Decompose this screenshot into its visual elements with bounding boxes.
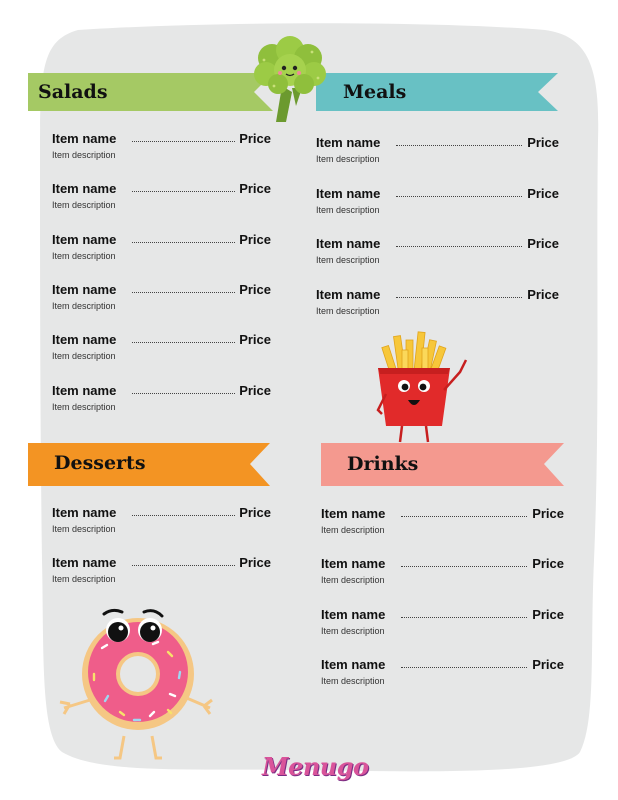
dot-leader (132, 191, 235, 192)
item-price: Price (532, 656, 564, 672)
item-row (321, 506, 564, 522)
desserts-banner (28, 443, 270, 481)
item-price: Price (527, 185, 559, 201)
item-price: Price (239, 382, 271, 398)
dot-leader (132, 141, 235, 142)
item-price: Price (532, 606, 564, 622)
salads-item (52, 332, 271, 364)
item-row (52, 332, 271, 348)
item-name: Item name (316, 287, 381, 303)
item-name: Item name (316, 135, 381, 150)
fries-icon (372, 330, 476, 445)
item-price: Price (239, 505, 271, 520)
item-description: Item description (321, 525, 385, 535)
dot-leader (132, 342, 235, 343)
item-price: Price (532, 556, 564, 572)
item-price: Price (239, 231, 271, 247)
item-price: Price (239, 181, 271, 197)
item-description: Item description (321, 625, 385, 636)
donut-icon (58, 608, 218, 760)
item-name: Item name (52, 332, 117, 348)
dot-leader (396, 196, 522, 197)
desserts-item (52, 505, 271, 537)
item-name: Item name (321, 656, 386, 672)
item-description: Item description (316, 255, 380, 266)
item-row (321, 607, 564, 623)
item-row (52, 383, 271, 399)
item-row (52, 282, 271, 298)
dot-leader (132, 242, 235, 243)
drinks-title: Drinks (347, 453, 419, 475)
item-description: Item description (321, 675, 385, 686)
item-row (52, 131, 271, 147)
item-name: Item name (52, 505, 117, 520)
item-description: Item description (52, 524, 116, 534)
item-description: Item description (316, 306, 380, 317)
dot-leader (132, 393, 235, 394)
drinks-banner (321, 443, 564, 481)
item-price: Price (239, 555, 271, 570)
item-description: Item description (52, 351, 116, 362)
drinks-item (321, 506, 564, 538)
dot-leader (396, 297, 522, 298)
item-description: Item description (52, 250, 116, 261)
dot-leader (132, 292, 235, 293)
meals-item (316, 287, 559, 319)
item-description: Item description (316, 204, 380, 215)
salads-item (52, 131, 271, 163)
dot-leader (401, 566, 527, 567)
item-price: Price (527, 236, 559, 252)
meals-item (316, 135, 559, 167)
dot-leader (396, 145, 522, 146)
item-row (316, 186, 559, 202)
item-name: Item name (52, 281, 117, 297)
item-name: Item name (52, 231, 117, 247)
salads-banner (28, 73, 273, 111)
item-row (321, 556, 564, 572)
meals-title: Meals (343, 81, 407, 103)
item-price: Price (532, 506, 564, 521)
item-name: Item name (52, 382, 117, 398)
item-description: Item description (52, 200, 116, 211)
item-row (321, 657, 564, 673)
meals-banner (316, 73, 558, 111)
item-description: Item description (52, 150, 116, 160)
item-row (52, 555, 271, 571)
salads-item (52, 232, 271, 264)
brand-logo (262, 752, 369, 788)
item-row (52, 232, 271, 248)
broccoli-icon (252, 36, 330, 126)
dot-leader (396, 246, 522, 247)
item-name: Item name (321, 606, 386, 622)
desserts-title: Desserts (54, 452, 146, 474)
item-name: Item name (321, 506, 386, 521)
item-description: Item description (321, 575, 385, 586)
drinks-item (321, 657, 564, 689)
item-description: Item description (52, 574, 116, 584)
item-name: Item name (316, 185, 381, 201)
brand-logo-text: Menugo (262, 752, 369, 781)
drinks-item (321, 556, 564, 588)
dot-leader (132, 565, 235, 566)
item-price: Price (239, 332, 271, 348)
item-row (52, 181, 271, 197)
dot-leader (401, 516, 527, 517)
meals-item (316, 186, 559, 218)
item-row (316, 135, 559, 151)
item-row (52, 505, 271, 521)
meals-item (316, 236, 559, 268)
salads-item (52, 181, 271, 213)
drinks-item (321, 607, 564, 639)
item-name: Item name (321, 556, 386, 572)
item-price: Price (239, 281, 271, 297)
item-name: Item name (52, 555, 117, 570)
item-description: Item description (316, 154, 380, 164)
item-name: Item name (316, 236, 381, 252)
item-row (316, 236, 559, 252)
dot-leader (401, 617, 527, 618)
item-price: Price (239, 131, 271, 146)
dot-leader (132, 515, 235, 516)
salads-item (52, 282, 271, 314)
salads-item (52, 383, 271, 415)
salads-title: Salads (38, 81, 108, 103)
desserts-item (52, 555, 271, 587)
item-price: Price (527, 135, 559, 150)
item-price: Price (527, 287, 559, 303)
item-description: Item description (52, 401, 116, 412)
item-name: Item name (52, 181, 117, 197)
item-name: Item name (52, 131, 117, 146)
item-row (316, 287, 559, 303)
item-description: Item description (52, 300, 116, 311)
dot-leader (401, 667, 527, 668)
